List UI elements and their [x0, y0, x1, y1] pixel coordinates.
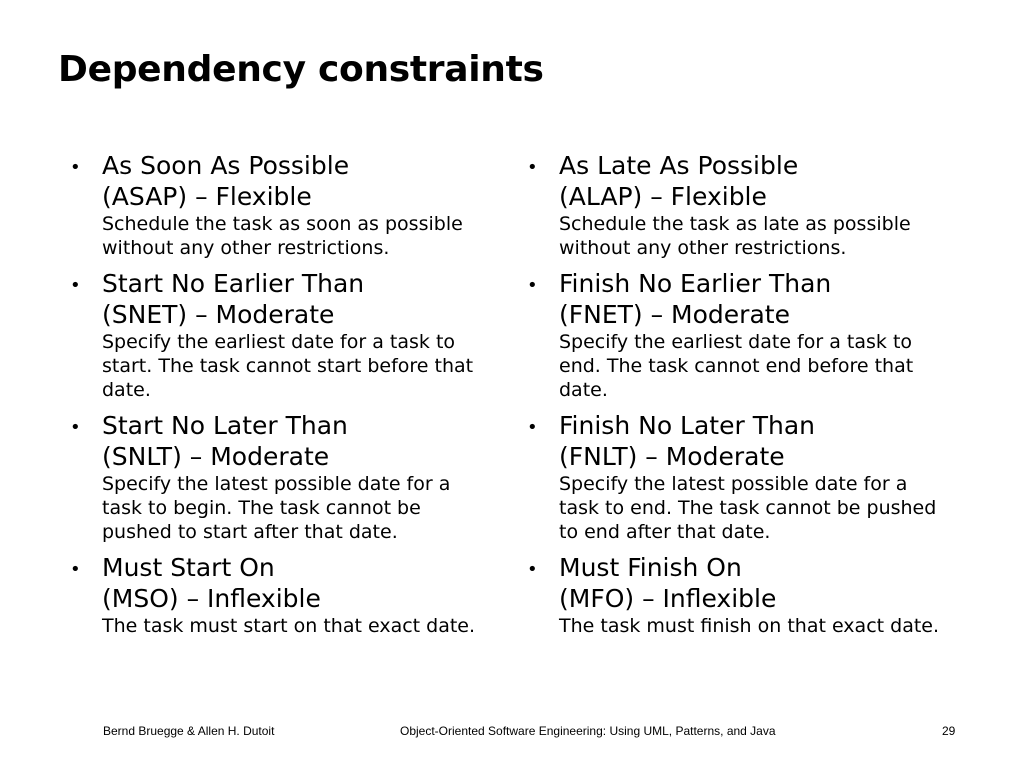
item-description: Specify the earliest date for a task to end. The task cannot end before that date.: [559, 331, 914, 401]
bullet-icon: •: [527, 559, 538, 580]
item-description: Schedule the task as late as possible without any other restrictions.: [559, 213, 911, 259]
item-description: Specify the latest possible date for a task to end. The task cannot be pushed to end after that date.: [559, 473, 937, 543]
footer-authors: Bernd Bruegge & Allen H. Dutoit: [103, 724, 275, 738]
item-heading: Must Start On (MSO) – Inflexible: [102, 553, 321, 613]
item-heading: Must Finish On (MFO) – Inflexible: [559, 553, 777, 613]
item-heading: As Late As Possible (ALAP) – Flexible: [559, 151, 799, 211]
bullet-icon: •: [70, 559, 81, 580]
slide-title: Dependency constraints: [58, 49, 544, 90]
bullet-icon: •: [70, 275, 81, 296]
footer-book-title: Object-Oriented Software Engineering: Using UML, Patterns, and Java: [400, 724, 776, 738]
bullet-icon: •: [70, 417, 81, 438]
item-description: The task must finish on that exact date.: [559, 615, 940, 637]
right-column: [527, 150, 947, 646]
bullet-item-asap: [70, 150, 490, 260]
bullet-item-fnet: [527, 268, 947, 402]
bullet-item-alap: [527, 150, 947, 260]
bullet-item-snet: [70, 268, 490, 402]
bullet-item-mso: [70, 552, 490, 638]
item-heading: Finish No Earlier Than (FNET) – Moderate: [559, 269, 832, 329]
item-heading: Start No Earlier Than (SNET) – Moderate: [102, 269, 365, 329]
bullet-icon: •: [527, 275, 538, 296]
left-column: [70, 150, 490, 646]
item-description: The task must start on that exact date.: [102, 615, 476, 637]
footer-page-number: 29: [942, 724, 956, 738]
bullet-item-fnlt: [527, 410, 947, 544]
item-description: Specify the earliest date for a task to start. The task cannot start before that date.: [102, 331, 474, 401]
bullet-icon: •: [70, 157, 81, 178]
bullet-icon: •: [527, 157, 538, 178]
bullet-item-snlt: [70, 410, 490, 544]
bullet-item-mfo: [527, 552, 947, 638]
item-heading: As Soon As Possible (ASAP) – Flexible: [102, 151, 350, 211]
item-description: Specify the latest possible date for a task to begin. The task cannot be pushed to start after that date.: [102, 473, 451, 543]
item-heading: Finish No Later Than (FNLT) – Moderate: [559, 411, 815, 471]
bullet-icon: •: [527, 417, 538, 438]
item-description: Schedule the task as soon as possible without any other restrictions.: [102, 213, 463, 259]
item-heading: Start No Later Than (SNLT) – Moderate: [102, 411, 348, 471]
